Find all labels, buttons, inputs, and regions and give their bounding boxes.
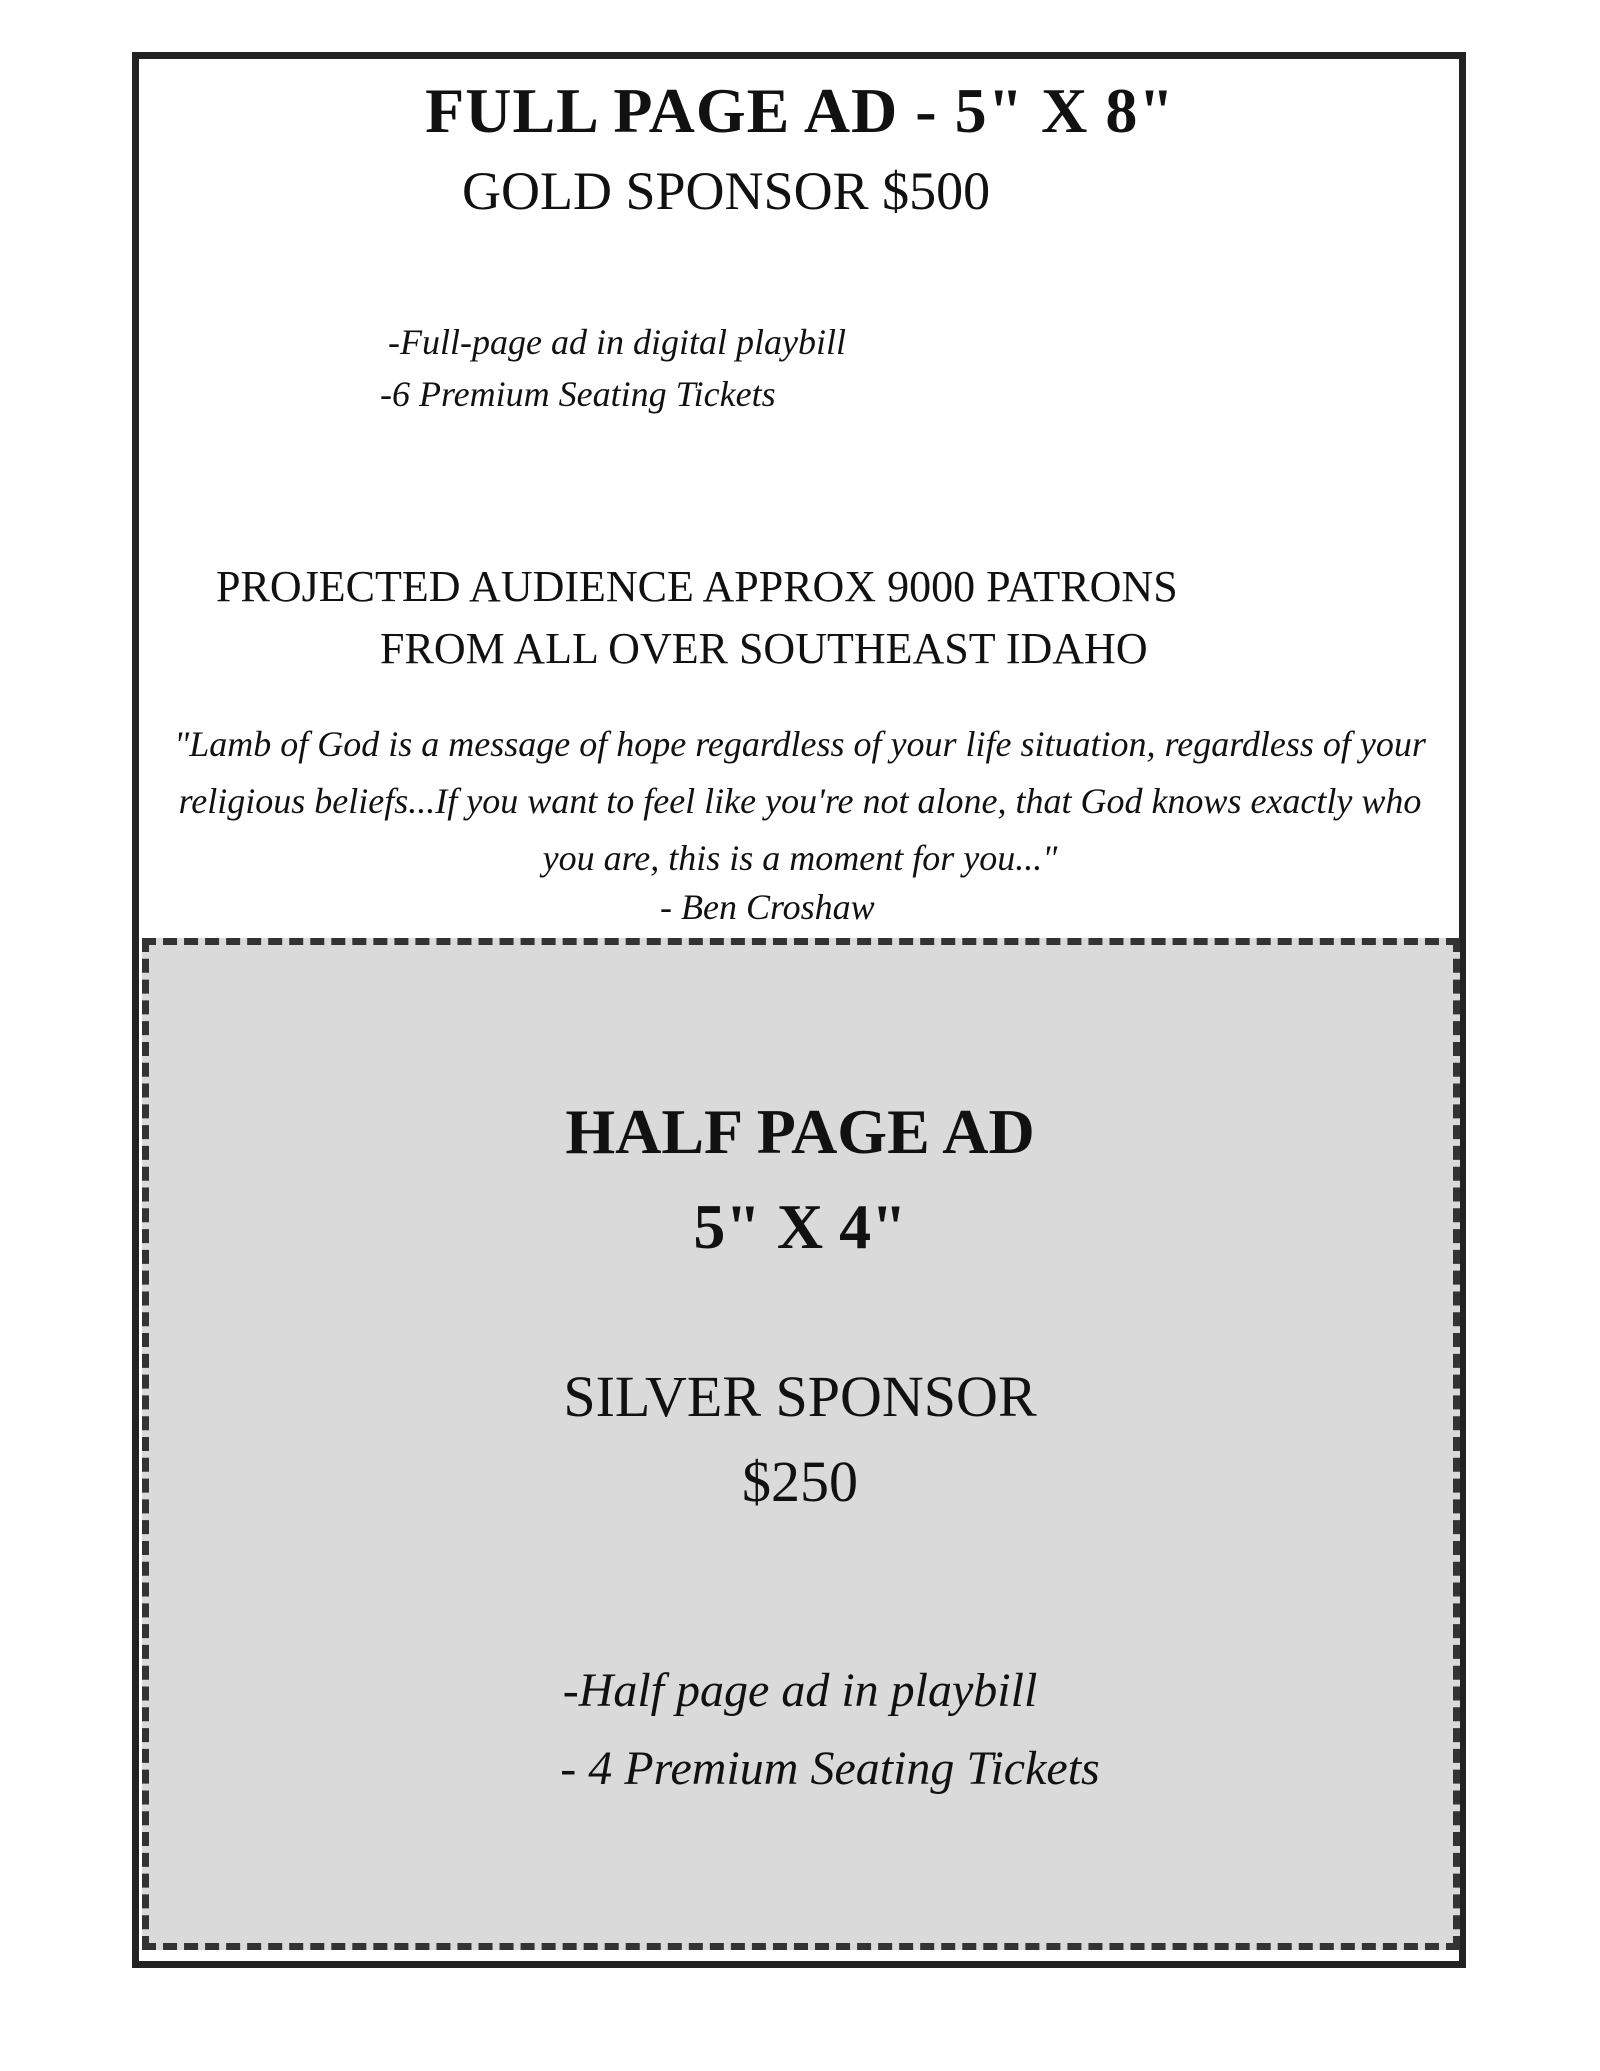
audience-line-1: PROJECTED AUDIENCE APPROX 9000 PATRONS: [216, 562, 1178, 611]
half-page-ad-title-line-1: HALF PAGE AD: [565, 1096, 1035, 1167]
gold-sponsor-price: GOLD SPONSOR $500: [462, 161, 991, 221]
silver-benefits-list: [0, 1652, 1600, 1808]
projected-audience: [200, 556, 1300, 680]
silver-sponsor-price: $250: [742, 1449, 858, 1514]
gold-benefits-list: [380, 316, 1080, 420]
quote-author: - Ben Croshaw: [660, 887, 875, 927]
half-page-ad-title: [0, 1084, 1600, 1274]
silver-sponsor-label: SILVER SPONSOR: [563, 1364, 1037, 1429]
silver-benefit-ad: -Half page ad in playbill: [562, 1664, 1038, 1717]
silver-sponsor: [0, 1354, 1600, 1524]
gold-benefit-tickets: -6 Premium Seating Tickets: [380, 374, 776, 414]
silver-benefit-tickets: - 4 Premium Seating Tickets: [560, 1742, 1100, 1795]
testimonial-quote: "Lamb of God is a message of hope regardless of your life situation, regardless of your religious beliefs...If you want to feel like you're not alone, that God knows exactly who you are, this is a moment for you...": [174, 724, 1426, 878]
gold-benefit-ad: -Full-page ad in digital playbill: [388, 322, 846, 362]
audience-line-2: FROM ALL OVER SOUTHEAST IDAHO: [380, 624, 1148, 673]
full-page-ad-title: FULL PAGE AD - 5" X 8": [425, 75, 1175, 146]
half-page-ad-size: 5" X 4": [693, 1191, 907, 1262]
